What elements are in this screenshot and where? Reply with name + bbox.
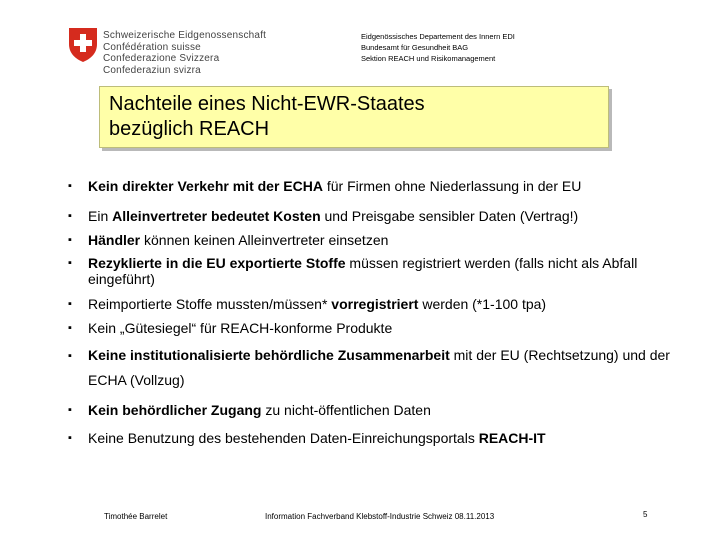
square-bullet-icon <box>68 212 75 219</box>
bullet-text-normal: Keine Benutzung des bestehenden Daten-Einreichungsportals <box>88 430 479 446</box>
bullet-text <box>88 255 688 287</box>
bullet-text <box>88 402 688 418</box>
bullet-text-normal: können keinen Alleinvertreter einsetzen <box>140 232 389 248</box>
square-bullet-icon <box>68 434 75 441</box>
square-bullet-icon <box>68 324 75 331</box>
slide-title-line-2: bezüglich REACH <box>109 118 270 140</box>
square-bullet-icon <box>68 259 75 266</box>
square-bullet-icon <box>68 236 75 243</box>
bullet-text-bold: Keine institutionalisierte behördliche Zusammenarbeit <box>88 347 450 363</box>
square-bullet-icon <box>68 406 75 413</box>
department-line: Eidgenössisches Departement des Innern EDI <box>361 32 515 41</box>
country-name-fr: Confédération suisse <box>103 41 201 53</box>
bullet-text <box>88 320 688 336</box>
bullet-text-bold: Händler <box>88 232 141 248</box>
slide-title <box>109 92 425 142</box>
bullet-text-bold: Kein behördlicher Zugang <box>88 402 262 418</box>
department-line: Bundesamt für Gesundheit BAG <box>361 43 469 52</box>
bullet-text <box>88 343 688 393</box>
bullet-text <box>88 430 688 446</box>
bullet-text <box>88 296 688 312</box>
bullet-text-normal: Ein <box>88 208 113 224</box>
department-info <box>361 31 515 64</box>
bullet-text-normal: mit der EU (Rechtsetzung) und der ECHA (Vollzug) <box>88 347 670 388</box>
footer-author: Timothée Barrelet <box>104 512 168 521</box>
footer-event: Information Fachverband Klebstoff-Industrie Schweiz 08.11.2013 <box>265 512 495 521</box>
country-name-rm: Confederaziun svizra <box>103 64 201 76</box>
bullet-text-bold: REACH-IT <box>478 430 546 446</box>
swiss-coat-of-arms-logo <box>68 27 98 63</box>
bullet-text <box>88 232 688 248</box>
swiss-shield-icon <box>68 27 98 63</box>
square-bullet-icon <box>68 352 75 359</box>
bullet-text-normal: werden (*1-100 tpa) <box>418 296 547 312</box>
slide-title-line-1: Nachteile eines Nicht-EWR-Staates <box>109 93 425 115</box>
bullet-text-normal: müssen registriert werden (falls nicht als Abfall eingeführt) <box>88 255 638 287</box>
bullet-text-bold: vorregistriert <box>331 296 419 312</box>
bullet-text <box>88 178 688 194</box>
slide-title-box <box>99 86 609 148</box>
country-name-it: Confederazione Svizzera <box>103 53 220 64</box>
bullet-text-bold: Rezyklierte in die EU exportierte Stoffe <box>88 255 346 271</box>
department-line: Sektion REACH und Risikomanagement <box>361 54 496 63</box>
square-bullet-icon <box>68 300 75 307</box>
square-bullet-icon <box>68 182 75 189</box>
country-name-de: Schweizerische Eidgenossenschaft <box>103 30 267 41</box>
bullet-text-normal: und Preisgabe sensibler Daten (Vertrag!) <box>320 208 579 224</box>
bullet-text-normal: für Firmen ohne Niederlassung in der EU <box>322 178 582 194</box>
bullet-text-normal: Reimportierte Stoffe mussten/müssen* <box>88 296 332 312</box>
bullet-text-normal: Kein „Gütesiegel“ für REACH-konforme Produkte <box>88 320 393 336</box>
page-number: 5 <box>643 510 648 519</box>
bullet-text-bold: Alleinvertreter bedeutet Kosten <box>112 208 321 224</box>
bullet-text-bold: Kein direkter Verkehr mit der ECHA <box>88 178 323 194</box>
bullet-text-normal: zu nicht-öffentlichen Daten <box>261 402 431 418</box>
bullet-text <box>88 208 688 224</box>
confederation-names <box>103 30 266 76</box>
